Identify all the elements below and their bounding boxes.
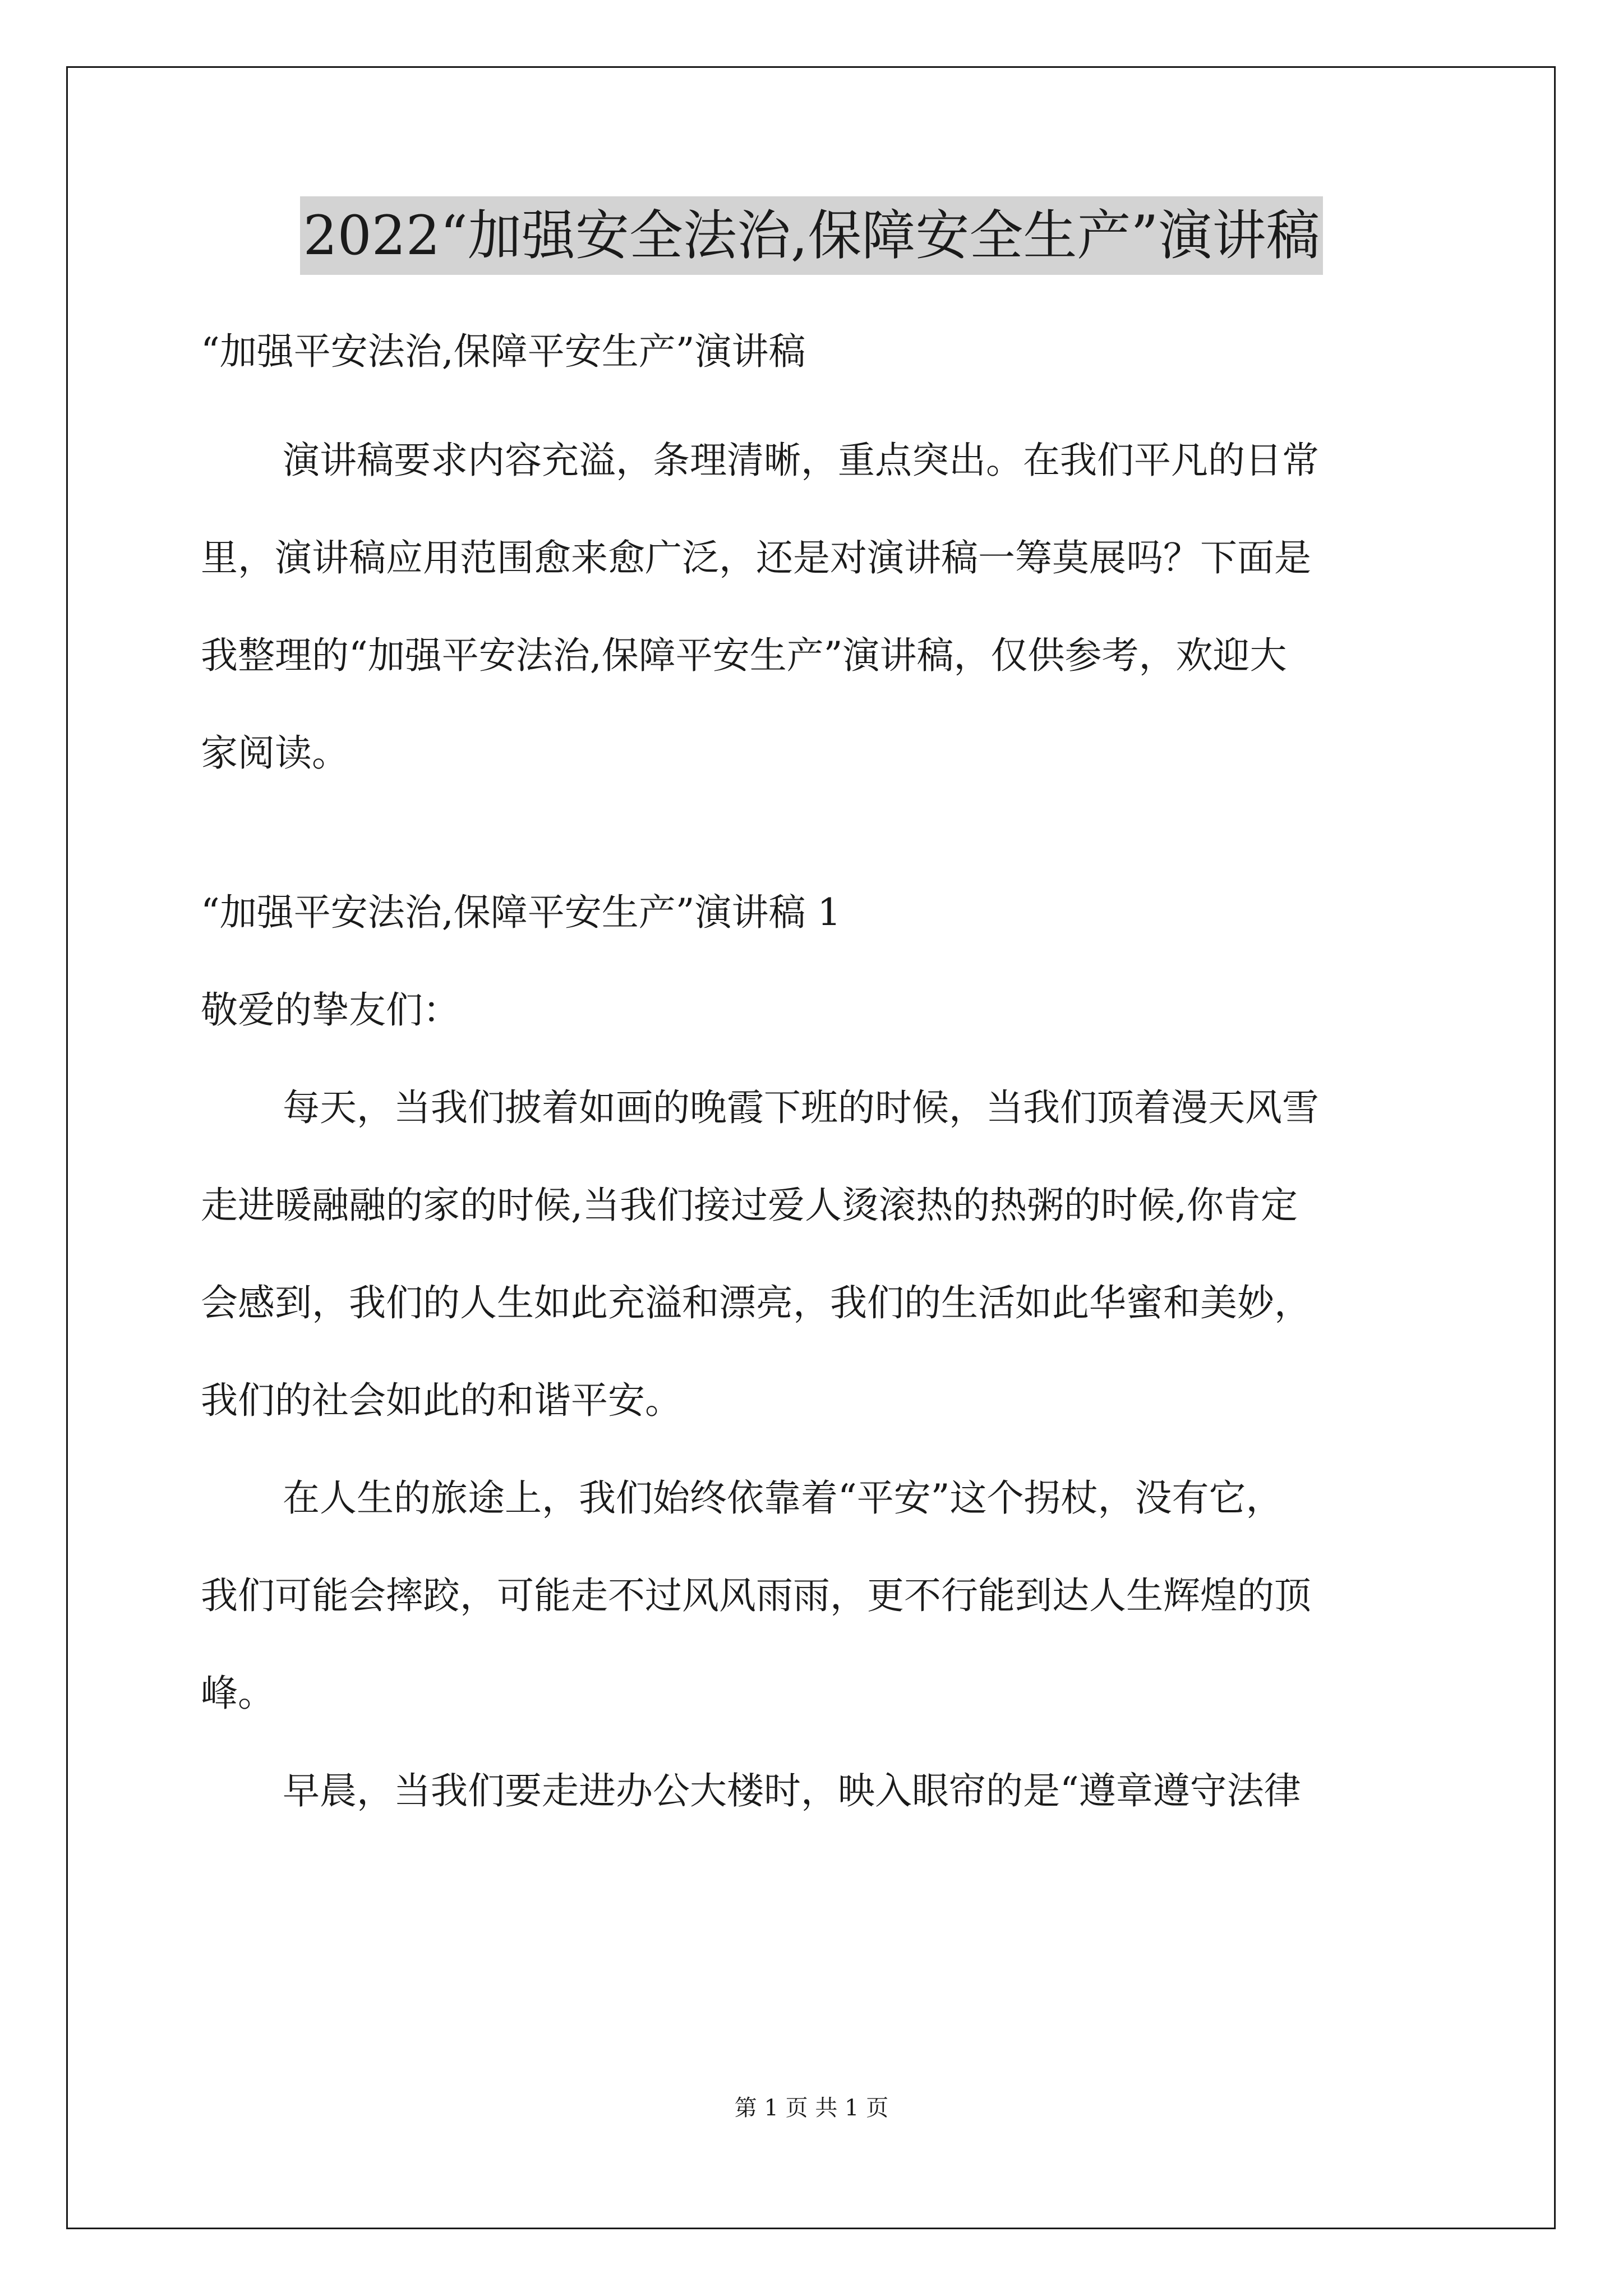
paragraph-line: 早晨，当我们要走进办公大楼时，映入眼帘的是“遵章遵守法律 (283, 1769, 1301, 1812)
page-footer: 第 1 页 共 1 页 (734, 2095, 889, 2121)
paragraph-line: 走进暖融融的家的时候,当我们接过爱人烫滚热的热粥的时候,你肯定 (201, 1184, 1298, 1227)
intro-line: 家阅读。 (201, 731, 349, 775)
document-body (201, 303, 1435, 1840)
paragraph-line: 每天，当我们披着如画的晚霞下班的时候，当我们顶着漫天风雪 (283, 1086, 1319, 1129)
subtitle: “加强平安法治,保障平安生产”演讲稿 (201, 330, 806, 373)
paragraph-line: 峰。 (201, 1672, 275, 1715)
paragraph-line: 我们可能会摔跤，可能走不过风风雨雨，更不行能到达人生辉煌的顶 (201, 1574, 1311, 1617)
title-container (0, 196, 1623, 275)
document-title: 2022“加强安全法治,保障安全生产”演讲稿 (300, 196, 1324, 275)
paragraph-line: 在人生的旅途上，我们始终依靠着“平安”这个拐杖，没有它， (283, 1476, 1283, 1520)
salutation: 敬爱的挚友们： (201, 988, 460, 1032)
paragraph-line: 我们的社会如此的和谐平安。 (201, 1379, 682, 1422)
paragraph-line: 会感到，我们的人生如此充溢和漂亮，我们的生活如此华蜜和美妙， (201, 1281, 1311, 1324)
section-heading: “加强平安法治,保障平安生产”演讲稿 1 (201, 891, 841, 934)
intro-line: 演讲稿要求内容充溢，条理清晰，重点突出。在我们平凡的日常 (283, 439, 1319, 482)
intro-line: 我整理的“加强平安法治,保障平安生产”演讲稿，仅供参考，欢迎大 (201, 634, 1287, 677)
intro-line: 里，演讲稿应用范围愈来愈广泛，还是对演讲稿一筹莫展吗？下面是 (201, 536, 1311, 579)
